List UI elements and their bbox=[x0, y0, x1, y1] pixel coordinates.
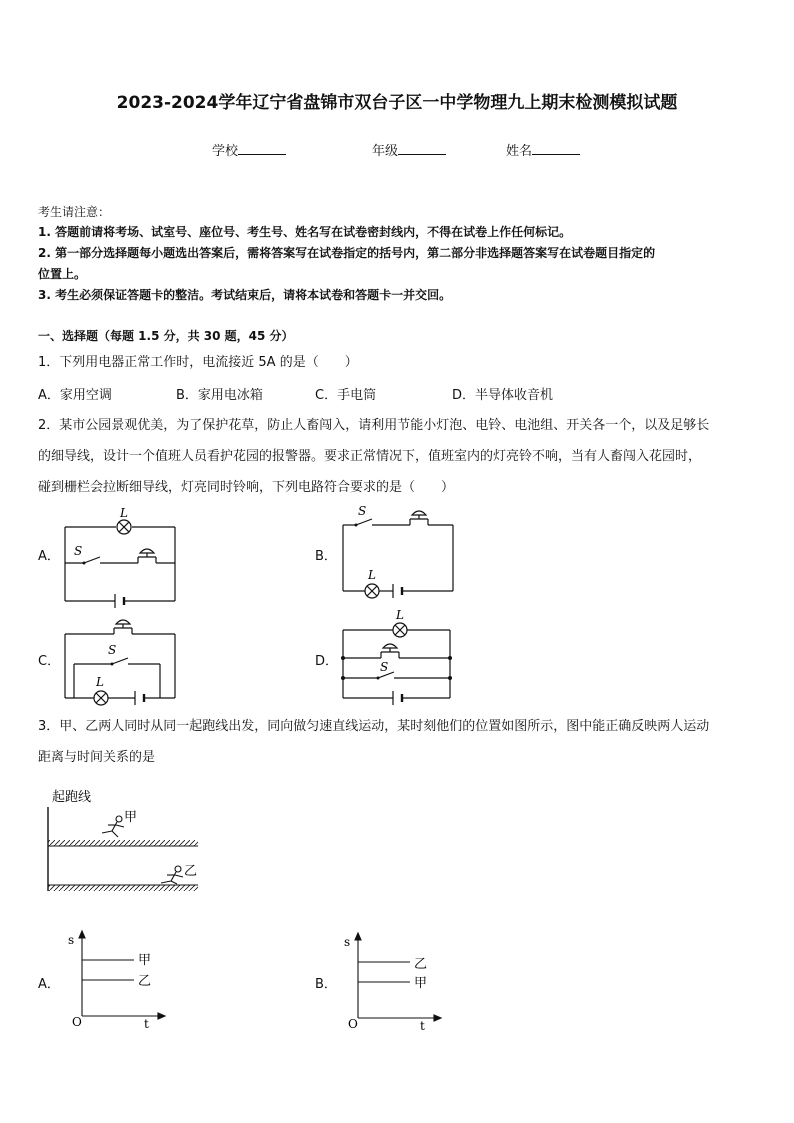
y-axis-label: s bbox=[68, 933, 75, 947]
switch-label: S bbox=[358, 504, 367, 518]
switch-label: S bbox=[108, 643, 117, 657]
runner-a-label: 甲 bbox=[124, 810, 138, 825]
q2-option-c-label: C． bbox=[38, 654, 61, 669]
q1-option-a: A．家用空调 bbox=[38, 388, 112, 403]
q3-option-a-label: A． bbox=[38, 977, 60, 992]
notice-item-2: 2. 第一部分选择题每小题选出答案后，需将答案写在试卷指定的括号内，第二部分非选择题答案写在试卷题目指定的 bbox=[38, 246, 656, 260]
school-label: 学校 bbox=[212, 144, 239, 159]
lamp-label: L bbox=[368, 568, 376, 582]
circuit-diagram-d bbox=[338, 608, 463, 708]
runner-b-label: 乙 bbox=[184, 864, 198, 879]
name-blank bbox=[532, 142, 580, 155]
origin-label: O bbox=[72, 1015, 82, 1029]
runner-icon bbox=[102, 816, 124, 837]
lower-line-label: 乙 bbox=[138, 974, 152, 989]
lane-divider bbox=[48, 840, 198, 846]
lamp-icon bbox=[94, 691, 108, 705]
graph-a bbox=[62, 928, 172, 1033]
battery-icon bbox=[135, 691, 144, 705]
lamp-icon bbox=[393, 623, 407, 637]
lamp-icon bbox=[117, 520, 131, 534]
x-axis-arrow bbox=[434, 1015, 441, 1021]
runner-icon bbox=[161, 866, 183, 884]
battery-icon bbox=[393, 691, 402, 705]
section-heading: 一、选择题（每题 1.5 分，共 30 题，45 分） bbox=[38, 329, 294, 343]
upper-line-label: 乙 bbox=[414, 957, 428, 972]
question-1-stem: 1．下列用电器正常工作时，电流接近 5A 的是（ ） bbox=[38, 355, 358, 370]
circuit-diagram-c bbox=[60, 612, 185, 712]
battery-icon bbox=[393, 584, 402, 598]
question-3-line-2: 距离与时间关系的是 bbox=[38, 750, 156, 765]
bell-icon bbox=[383, 644, 397, 648]
school-blank bbox=[238, 142, 286, 155]
runners-figure bbox=[40, 785, 210, 900]
x-axis-label: t bbox=[420, 1019, 425, 1033]
notice-heading: 考生请注意： bbox=[38, 205, 111, 219]
switch-label: S bbox=[74, 544, 83, 558]
lamp-label: L bbox=[396, 608, 404, 622]
question-2-line-1: 2．某市公园景观优美，为了保护花草，防止人畜闯入，请利用节能小灯泡、电铃、电池组、开关各一个，以及足够长 bbox=[38, 418, 710, 433]
grade-blank bbox=[398, 142, 446, 155]
bell-icon bbox=[116, 620, 130, 624]
battery-icon bbox=[115, 594, 124, 608]
circuit-diagram-b bbox=[338, 505, 463, 610]
bell-icon bbox=[412, 511, 426, 515]
lane-bottom bbox=[48, 885, 198, 891]
page-title: 2023-2024学年辽宁省盘锦市双台子区一中学物理九上期末检测模拟试题 bbox=[116, 93, 678, 113]
lamp-icon bbox=[365, 584, 379, 598]
x-axis-arrow bbox=[158, 1013, 165, 1019]
q2-option-a-label: A． bbox=[38, 549, 60, 564]
bell-icon bbox=[140, 549, 154, 553]
lamp-label: L bbox=[96, 675, 104, 689]
switch-label: S bbox=[380, 660, 389, 674]
lamp-label: L bbox=[120, 506, 128, 520]
name-field bbox=[506, 140, 580, 159]
q2-option-b-label: B． bbox=[315, 549, 337, 564]
q3-option-b-label: B． bbox=[315, 977, 337, 992]
question-3-line-1: 3．甲、乙两人同时从同一起跑线出发，同向做匀速直线运动，某时刻他们的位置如图所示，图中能正确反映两人运动 bbox=[38, 719, 710, 734]
question-2-line-3: 碰到栅栏会拉断细导线，灯亮同时铃响，下列电路符合要求的是（ ） bbox=[38, 480, 455, 495]
y-axis-label: s bbox=[344, 935, 351, 949]
q2-option-d-label: D． bbox=[315, 654, 339, 669]
question-2-line-2: 的细导线，设计一个值班人员看护花园的报警器。要求正常情况下，值班室内的灯亮铃不响，当有人畜闯入花园时， bbox=[38, 449, 702, 464]
q1-option-c: C．手电筒 bbox=[315, 388, 377, 403]
origin-label: O bbox=[348, 1017, 358, 1031]
grade-field bbox=[372, 140, 446, 159]
circuit-diagram-a bbox=[60, 505, 185, 610]
notice-item-2-cont: 位置上。 bbox=[38, 267, 87, 281]
name-label: 姓名 bbox=[506, 144, 533, 159]
notice-item-3: 3. 考生必须保证答题卡的整洁。考试结束后，请将本试卷和答题卡一并交回。 bbox=[38, 288, 452, 302]
upper-line-label: 甲 bbox=[138, 953, 152, 968]
notice-item-1: 1. 答题前请将考场、试室号、座位号、考生号、姓名写在试卷密封线内，不得在试卷上作任何标记。 bbox=[38, 225, 572, 239]
school-field bbox=[212, 140, 286, 159]
y-axis-arrow bbox=[79, 931, 85, 938]
start-line-label: 起跑线 bbox=[52, 790, 92, 805]
q1-option-d: D．半导体收音机 bbox=[452, 388, 554, 403]
q1-option-b: B．家用电冰箱 bbox=[176, 388, 263, 403]
y-axis-arrow bbox=[355, 933, 361, 940]
graph-b bbox=[338, 930, 448, 1035]
lower-line-label: 甲 bbox=[414, 976, 428, 991]
grade-label: 年级 bbox=[372, 144, 399, 159]
x-axis-label: t bbox=[144, 1017, 149, 1031]
